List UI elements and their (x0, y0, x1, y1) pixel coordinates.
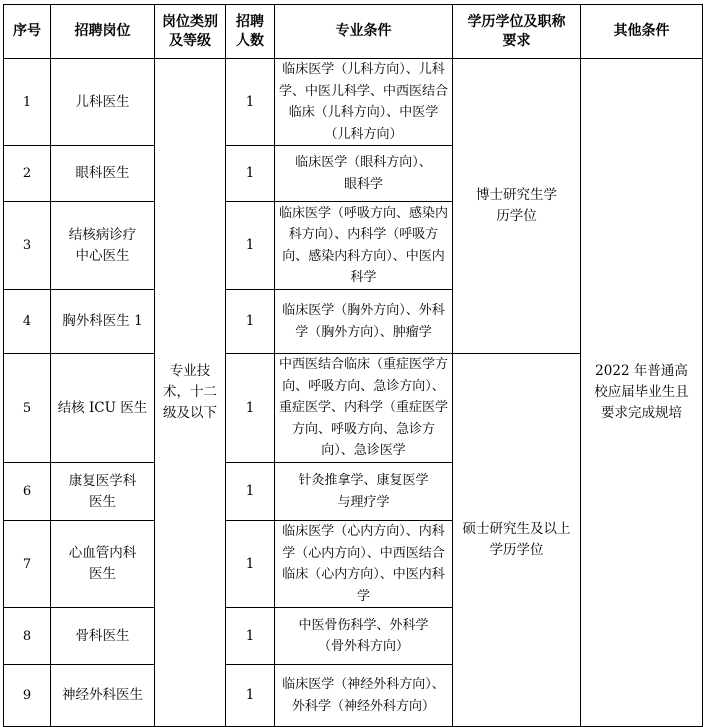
row-major: 中西医结合临床（重症医学方向、呼吸方向、急诊方向）、重症医学、内科学（重症医学方向、呼吸方向、急诊方向）、急诊医学 (275, 354, 453, 463)
header-category (155, 5, 226, 59)
row-post: 神经外科医生 (51, 665, 155, 727)
recruitment-table (3, 4, 703, 727)
header-count (226, 5, 275, 59)
row-no: 6 (4, 463, 51, 521)
degree-text-doctor: 博士研究生学历学位 (476, 187, 557, 224)
row-post: 胸外科医生 1 (51, 290, 155, 354)
row-no: 1 (4, 59, 51, 146)
row-major: 临床医学（呼吸方向、感染内科方向）、内科学（呼吸方向、感染内科方向）、中医内科学 (275, 202, 453, 290)
row-post-text: 康复医学科医生 (68, 472, 137, 510)
row-major (275, 146, 453, 202)
degree-text-master: 硕士研究生及以上学历学位 (462, 521, 571, 558)
row-post: 骨科医生 (51, 608, 155, 665)
other-cell (581, 59, 703, 727)
row-major-text: 针灸推拿学、康复医学与理疗学 (298, 473, 429, 510)
row-no: 4 (4, 290, 51, 354)
header-no: 序号 (4, 5, 51, 59)
row-count: 1 (226, 146, 275, 202)
header-count-text: 招聘人数 (236, 13, 264, 49)
row-post: 眼科医生 (51, 146, 155, 202)
row-no: 2 (4, 146, 51, 202)
row-no: 8 (4, 608, 51, 665)
row-count: 1 (226, 463, 275, 521)
row-post-text: 结核病诊疗中心医生 (68, 226, 137, 264)
row-post (51, 202, 155, 290)
header-post: 招聘岗位 (51, 5, 155, 59)
row-count: 1 (226, 59, 275, 146)
row-count: 1 (226, 521, 275, 608)
row-major: 临床医学（胸外方向）、外科学（胸外方向）、肿瘤学 (275, 290, 453, 354)
row-major-text: 临床医学（眼科方向）、眼科学 (295, 155, 432, 192)
header-major: 专业条件 (275, 5, 453, 59)
header-category-text: 岗位类别及等级 (162, 13, 218, 49)
header-other: 其他条件 (581, 5, 703, 59)
row-count: 1 (226, 665, 275, 727)
row-no: 3 (4, 202, 51, 290)
row-major: 临床医学（心内方向）、内科学（心内方向）、中西医结合临床（心内方向）、中医内科学 (275, 521, 453, 608)
table-row (4, 59, 703, 146)
row-major: 临床医学（儿科方向）、儿科学、中医儿科学、中西医结合临床（儿科方向）、中医学（儿科方向） (275, 59, 453, 146)
row-post-text: 心血管内科医生 (68, 545, 137, 582)
row-post: 儿科医生 (51, 59, 155, 146)
row-count: 1 (226, 290, 275, 354)
row-no: 7 (4, 521, 51, 608)
header-degree-text: 学历学位及职称要求 (467, 13, 566, 49)
row-post (51, 463, 155, 521)
row-major-text: 中医骨伤科学、外科学（骨外科方向） (298, 617, 429, 654)
degree-cell-doctor (453, 59, 581, 354)
row-post (51, 521, 155, 608)
row-no: 9 (4, 665, 51, 727)
row-major (275, 463, 453, 521)
row-major: 临床医学（神经外科方向）、外科学（神经外科方向） (275, 665, 453, 727)
row-count: 1 (226, 202, 275, 290)
row-major (275, 608, 453, 665)
header-row (4, 5, 703, 59)
header-degree (453, 5, 581, 59)
other-text: 2022 年普通高校应届毕业生且要求完成规培 (594, 363, 689, 421)
degree-cell-master (453, 354, 581, 727)
category-text: 专业技术，十二级及以下 (163, 363, 217, 421)
row-post: 结核 ICU 医生 (51, 354, 155, 463)
row-count: 1 (226, 608, 275, 665)
row-count: 1 (226, 354, 275, 463)
category-cell (155, 59, 226, 727)
row-no: 5 (4, 354, 51, 463)
